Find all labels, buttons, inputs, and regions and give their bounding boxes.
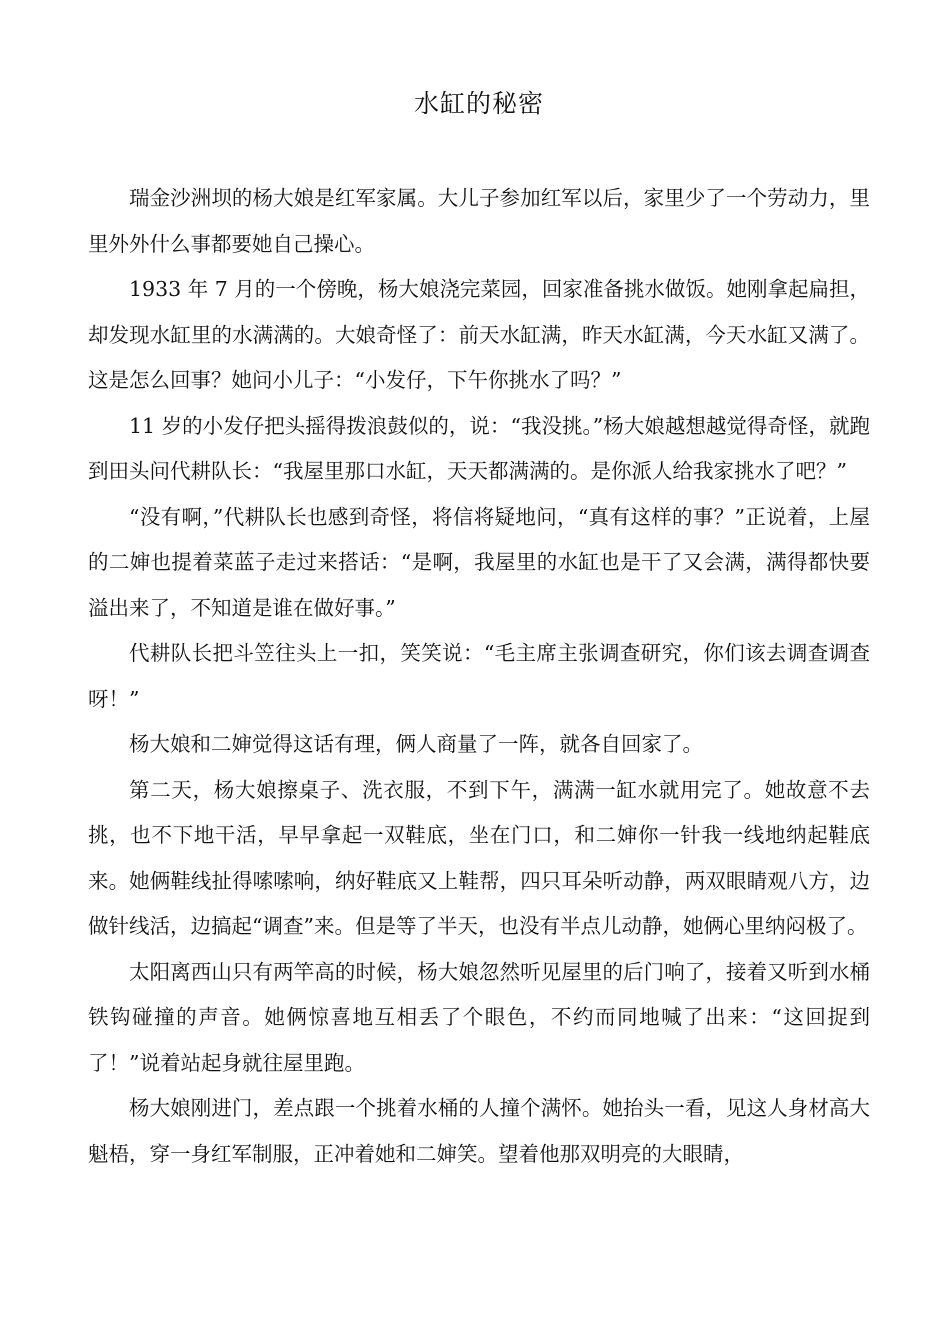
paragraph-7: 第二天，杨大娘擦桌子、洗衣服，不到下午，满满一缸水就用完了。她故意不去挑，也不下地干活，早早拿起一双鞋底，坐在门口，和二婶你一针我一线地纳起鞋底来。她俩鞋线扯得嗦嗦响，纳好鞋底又上鞋帮，四只耳朵听动静，两双眼睛观八方，边做针线活，边搞起“调查”来。但是等了半天，也没有半点儿动静，她俩心里纳闷极了。	[88, 777, 870, 938]
paragraph-6: 杨大娘和二婶觉得这话有理，俩人商量了一阵，就各自回家了。	[129, 732, 703, 756]
paragraph-8: 太阳离西山只有两竿高的时候，杨大娘忽然听见屋里的后门响了，接着又听到水桶铁钩碰撞的声音。她俩惊喜地互相丢了个眼色，不约而同地喊了出来：“这回捉到了！”说着站起身就往屋里跑。	[88, 959, 870, 1075]
paragraph-1: 瑞金沙洲坝的杨大娘是红军家属。大儿子参加红军以后，家里少了一个劳动力，里里外外什么事都要她自己操心。	[88, 186, 870, 256]
page-title: 水缸的秘密	[413, 89, 544, 118]
paragraph-5: 代耕队长把斗笠往头上一扣，笑笑说：“毛主席主张调查研究，你们该去调查调查呀！”	[88, 641, 870, 711]
paragraph-9: 杨大娘刚进门，差点跟一个挑着水桶的人撞个满怀。她抬头一看，见这人身材高大魁梧，穿一身红军制服，正冲着她和二婶笑。望着他那双明亮的大眼睛，	[88, 1096, 870, 1166]
paragraph-2: 1933 年 7 月的一个傍晚，杨大娘浇完菜园，回家准备挑水做饭。她刚拿起扁担，却发现水缸里的水满满的。大娘奇怪了：前天水缸满，昨天水缸满，今天水缸又满了。这是怎么回事？她问小儿子：“小发仔，下午你挑水了吗？”	[88, 277, 870, 392]
paragraph-3: 11 岁的小发仔把头摇得拨浪鼓似的，说：“我没挑。”杨大娘越想越觉得奇怪，就跑到田头问代耕队长：“我屋里那口水缸，天天都满满的。是你派人给我家挑水了吧？”	[88, 413, 870, 483]
paragraph-4: “没有啊，”代耕队长也感到奇怪，将信将疑地问，“真有这样的事？”正说着，上屋的二婶也提着菜蓝子走过来搭话：“是啊，我屋里的水缸也是干了又会满，满得都快要溢出来了，不知道是谁在做好事。”	[88, 504, 870, 620]
